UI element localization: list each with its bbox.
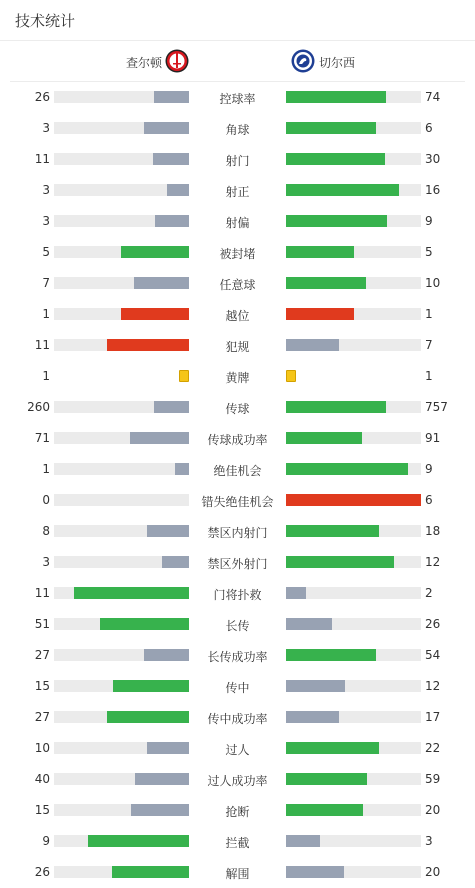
home-bar-track [54,556,189,568]
home-bar-track [54,401,189,413]
stat-row [0,205,475,236]
home-stat-value: 27 [34,710,50,724]
stat-label: 射偏 [225,216,250,230]
stat-label: 传球成功率 [207,433,268,447]
home-stat-value: 8 [42,524,50,538]
home-bar-fill [113,680,189,692]
away-bar-track [286,246,421,258]
stat-row [0,298,475,329]
home-bar-fill [175,463,189,475]
away-bar-fill [286,308,354,320]
away-stat-value: 757 [425,400,448,414]
stat-row [0,112,475,143]
stat-label: 绝佳机会 [213,464,262,478]
stat-row [0,267,475,298]
away-stat-value: 1 [425,369,433,383]
away-stat-value: 2 [425,586,433,600]
stat-label: 长传 [225,619,250,633]
stat-label: 长传成功率 [207,650,268,664]
stat-label: 过人成功率 [207,774,268,788]
home-bar-fill [144,122,189,134]
away-stat-value: 9 [425,214,433,228]
away-bar-fill [286,835,320,847]
home-bar-fill [121,246,189,258]
away-bar-fill [286,184,399,196]
stat-label: 传球 [225,402,250,416]
away-bar-track [286,742,421,754]
away-bar-track [286,556,421,568]
away-bar-fill [286,494,421,506]
home-bar-track [54,308,189,320]
stat-row [0,422,475,453]
home-bar-fill [153,153,189,165]
stat-label: 解围 [225,867,250,881]
away-team-name: 切尔西 [319,56,356,70]
home-bar-track [54,804,189,816]
away-bar-fill [286,587,306,599]
home-stat-value: 26 [34,90,50,104]
home-bar-fill [130,432,189,444]
home-bar-track [54,463,189,475]
home-bar-fill [88,835,189,847]
away-stat-value: 12 [425,555,441,569]
away-bar-track [286,587,421,599]
home-stat-value: 1 [42,307,50,321]
home-bar-fill [154,91,189,103]
away-stat-value: 59 [425,772,441,786]
home-bar-fill [167,184,189,196]
home-stat-value: 11 [34,152,50,166]
stat-label: 射门 [225,154,250,168]
home-bar-fill [144,649,189,661]
home-bar-track [54,587,189,599]
away-bar-fill [286,525,379,537]
away-bar-fill [286,432,362,444]
home-bar-track [54,246,189,258]
away-stat-value: 10 [425,276,441,290]
stat-row [0,794,475,825]
home-bar-track [54,432,189,444]
home-bar-track [54,773,189,785]
away-stat-value: 20 [425,803,441,817]
stat-label: 错失绝佳机会 [201,495,274,509]
home-stat-value: 1 [42,369,50,383]
home-stat-value: 1 [42,462,50,476]
home-bar-track [54,122,189,134]
stat-row [0,701,475,732]
away-bar-track [286,277,421,289]
away-bar-fill [286,339,339,351]
yellow-card-icon [286,370,296,382]
home-bar-fill [121,308,189,320]
home-stat-value: 26 [34,865,50,879]
home-bar-track [54,339,189,351]
away-bar-track [286,339,421,351]
away-bar-track [286,804,421,816]
home-bar-fill [107,339,189,351]
chelsea-crest-icon [291,49,315,73]
home-bar-fill [147,742,189,754]
home-stat-value: 9 [42,834,50,848]
away-stat-value: 22 [425,741,441,755]
away-bar-fill [286,277,366,289]
home-bar-fill [100,618,189,630]
stat-row [0,546,475,577]
home-bar-track [54,835,189,847]
away-bar-fill [286,401,386,413]
away-bar-track [286,463,421,475]
away-bar-track [286,215,421,227]
yellow-card-icon [179,370,189,382]
home-stat-value: 10 [34,741,50,755]
home-stat-value: 260 [27,400,50,414]
away-stat-value: 74 [425,90,441,104]
away-stat-value: 17 [425,710,441,724]
away-stat-value: 1 [425,307,433,321]
stat-label: 禁区外射门 [207,557,268,571]
stats-list [0,81,475,887]
stat-label: 黄牌 [225,371,250,385]
home-stat-value: 15 [34,679,50,693]
home-stat-value: 15 [34,803,50,817]
home-bar-track [54,649,189,661]
away-stat-value: 5 [425,245,433,259]
away-stat-value: 6 [425,121,433,135]
stat-label: 犯规 [225,340,250,354]
away-bar-fill [286,91,386,103]
stat-row [0,763,475,794]
stat-label: 射正 [225,185,250,199]
away-bar-fill [286,215,387,227]
stat-label: 拦截 [225,836,250,850]
charlton-crest-icon [165,49,189,73]
away-bar-fill [286,742,379,754]
stat-label: 越位 [225,309,250,323]
stat-label: 过人 [225,743,250,757]
stat-row [0,577,475,608]
stat-label: 传中成功率 [207,712,268,726]
away-bar-track [286,711,421,723]
stat-row [0,329,475,360]
away-bar-fill [286,649,376,661]
home-bar-fill [154,401,189,413]
home-bar-track [54,680,189,692]
away-bar-track [286,308,421,320]
away-bar-fill [286,463,408,475]
home-stat-value: 11 [34,586,50,600]
stat-label: 被封堵 [219,247,256,261]
stat-row [0,174,475,205]
stat-row [0,670,475,701]
away-bar-fill [286,153,385,165]
stat-row [0,639,475,670]
away-stat-value: 6 [425,493,433,507]
stat-label: 任意球 [219,278,256,292]
home-stat-value: 27 [34,648,50,662]
away-stat-value: 54 [425,648,441,662]
home-bar-track [54,866,189,878]
stat-row [0,856,475,887]
title-divider [0,40,475,41]
home-bar-fill [135,773,189,785]
stat-row [0,515,475,546]
away-bar-track [286,525,421,537]
away-bar-track [286,835,421,847]
stat-row [0,453,475,484]
home-bar-track [54,742,189,754]
home-stat-value: 71 [34,431,50,445]
away-bar-fill [286,773,367,785]
stat-row [0,81,475,112]
stat-row [0,143,475,174]
home-bar-track [54,525,189,537]
home-bar-track [54,711,189,723]
away-bar-fill [286,246,354,258]
stat-label: 角球 [225,123,250,137]
home-stat-value: 5 [42,245,50,259]
stat-row [0,236,475,267]
home-bar-track [54,494,189,506]
home-bar-fill [74,587,189,599]
stat-row [0,360,475,391]
stat-label: 抢断 [225,805,250,819]
home-stat-value: 11 [34,338,50,352]
home-bar-fill [147,525,189,537]
stat-label: 传中 [225,681,250,695]
away-bar-fill [286,122,376,134]
away-bar-track [286,91,421,103]
away-stat-value: 18 [425,524,441,538]
away-bar-track [286,494,421,506]
away-bar-track [286,649,421,661]
home-stat-value: 51 [34,617,50,631]
stat-row [0,608,475,639]
home-team-name: 查尔顿 [125,56,162,70]
away-bar-fill [286,680,345,692]
away-stat-value: 20 [425,865,441,879]
home-stat-value: 3 [42,214,50,228]
away-bar-fill [286,711,339,723]
stat-label: 禁区内射门 [207,526,268,540]
home-bar-track [54,277,189,289]
home-bar-track [54,153,189,165]
away-bar-fill [286,804,363,816]
home-stat-value: 3 [42,183,50,197]
away-bar-track [286,866,421,878]
away-bar-track [286,184,421,196]
away-bar-track [286,773,421,785]
home-bar-fill [162,556,189,568]
away-bar-track [286,401,421,413]
page-title: 技术统计 [15,12,76,30]
home-bar-track [54,618,189,630]
home-stat-value: 0 [42,493,50,507]
stat-label: 控球率 [219,92,256,106]
away-bar-fill [286,556,394,568]
away-bar-fill [286,866,344,878]
home-bar-track [54,184,189,196]
away-bar-track [286,122,421,134]
home-bar-track [54,215,189,227]
stat-row [0,825,475,856]
home-stat-value: 3 [42,555,50,569]
teams-header [0,46,475,76]
away-stat-value: 3 [425,834,433,848]
away-stat-value: 16 [425,183,441,197]
away-stat-value: 7 [425,338,433,352]
away-bar-track [286,432,421,444]
away-stat-value: 12 [425,679,441,693]
home-bar-fill [131,804,189,816]
away-bar-track [286,153,421,165]
stat-label: 门将扑救 [213,588,262,602]
away-bar-fill [286,618,332,630]
stat-row [0,732,475,763]
away-stat-value: 30 [425,152,441,166]
home-bar-fill [107,711,189,723]
home-stat-value: 40 [34,772,50,786]
home-bar-fill [155,215,189,227]
home-bar-fill [134,277,189,289]
home-stat-value: 7 [42,276,50,290]
away-stat-value: 26 [425,617,441,631]
stat-row [0,484,475,515]
away-stat-value: 91 [425,431,441,445]
home-bar-fill [112,866,189,878]
away-stat-value: 9 [425,462,433,476]
away-bar-track [286,680,421,692]
home-bar-track [54,91,189,103]
home-stat-value: 3 [42,121,50,135]
stat-row [0,391,475,422]
away-bar-track [286,618,421,630]
